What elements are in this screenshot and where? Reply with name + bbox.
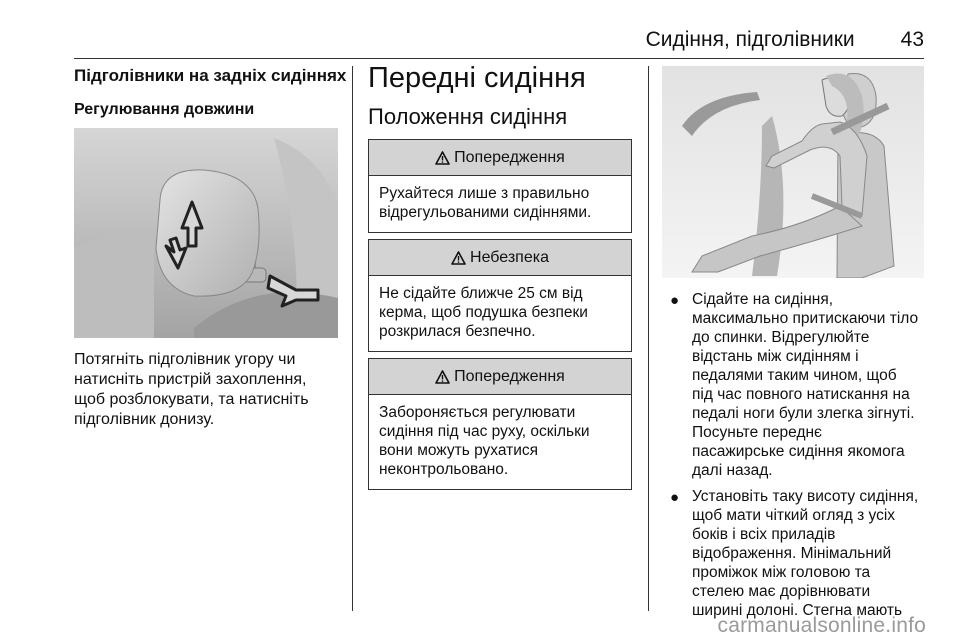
danger-box-text — [369, 276, 631, 351]
bullet-line: боків і всіх приладів — [692, 526, 836, 543]
bullet-line: стелею має дорівнювати — [692, 583, 871, 600]
bullet-line: Сідайте на сидіння, — [692, 291, 834, 308]
warning-triangle-icon — [435, 151, 450, 165]
warning-box-text — [369, 395, 631, 489]
running-title: Сидіння, підголівники — [645, 28, 855, 51]
body-line: Потягніть підголівник угору чи — [74, 351, 296, 368]
bullet-line: проміжок між головою та — [692, 564, 871, 581]
bullet-line: до спинки. Відрегулюйте — [692, 329, 870, 346]
seat-adjustment-list — [668, 290, 930, 627]
warning-triangle-icon — [451, 251, 466, 265]
warning-box-header — [369, 140, 631, 176]
warning-box-title: Попередження — [454, 148, 565, 166]
warning-box-header — [369, 359, 631, 395]
box-line: неконтрольовано. — [379, 461, 509, 478]
rear-headrests-title: Підголівники на задніх сидіннях — [74, 66, 347, 85]
body-line: натисніть пристрій захоплення, — [74, 371, 307, 388]
bullet-line: Установіть таку висоту сидіння, — [692, 488, 919, 505]
front-seats-heading: Передні сидіння — [368, 62, 586, 94]
bullet-line: пасажирське сидіння якомога — [692, 443, 905, 460]
box-line: відрегульованими сидіннями. — [379, 204, 592, 221]
column-divider-right — [648, 66, 649, 611]
box-line: Не сідайте ближче 25 см від — [379, 285, 583, 302]
bullet-line: відображення. Мінімальний — [692, 545, 892, 562]
headrest-illustration — [74, 128, 338, 338]
seat-position-subheading: Положення сидіння — [368, 104, 568, 129]
length-adjustment-subtitle: Регулювання довжини — [74, 101, 255, 118]
box-line: сидіння під час руху, оскільки — [379, 423, 590, 440]
column-divider-left — [352, 66, 353, 611]
bullet-line: ширині долоні. Стегна мають — [692, 602, 903, 619]
body-line: щоб розблокувати, та натисніть — [74, 391, 309, 408]
box-line: розкрилася безпечно. — [379, 323, 536, 340]
bullet-line: максимально притискаючи тіло — [692, 310, 919, 327]
danger-box-title: Небезпека — [470, 248, 549, 266]
bullet-line: під час повного натискання на — [692, 386, 910, 403]
box-line: Забороняється регулювати — [379, 404, 576, 421]
driver-seat-illustration — [662, 66, 924, 278]
warning-box-1 — [368, 139, 632, 233]
bullet-line: педалі ноги були злегка зігнуті. — [692, 405, 915, 422]
bullet-marker: ● — [670, 292, 680, 309]
running-header — [646, 28, 924, 52]
header-rule — [74, 58, 924, 59]
body-line: підголівник донизу. — [74, 411, 215, 428]
bullet-line: відстань між сидінням і — [692, 348, 859, 365]
warning-triangle-icon — [435, 370, 450, 384]
bullet-line: Посуньте переднє — [692, 424, 822, 441]
bullet-marker: ● — [670, 489, 680, 506]
warning-box-title: Попередження — [454, 367, 565, 385]
list-item — [668, 487, 930, 620]
headrest-instructions — [74, 350, 342, 430]
box-line: керма, щоб подушка безпеки — [379, 304, 588, 321]
bullet-line: далі назад. — [692, 462, 773, 479]
bullet-line: педалями таким чином, щоб — [692, 367, 897, 384]
danger-box-header — [369, 240, 631, 276]
page-number: 43 — [900, 28, 924, 51]
box-line: вони можуть рухатися — [379, 442, 539, 459]
danger-box — [368, 239, 632, 352]
warning-box-text — [369, 176, 631, 232]
watermark: carmanualsonline.info — [717, 614, 926, 637]
bullet-line: щоб мати чіткий огляд з усіх — [692, 507, 896, 524]
box-line: Рухайтеся лише з правильно — [379, 185, 590, 202]
warning-box-2 — [368, 358, 632, 490]
list-item — [668, 290, 930, 480]
